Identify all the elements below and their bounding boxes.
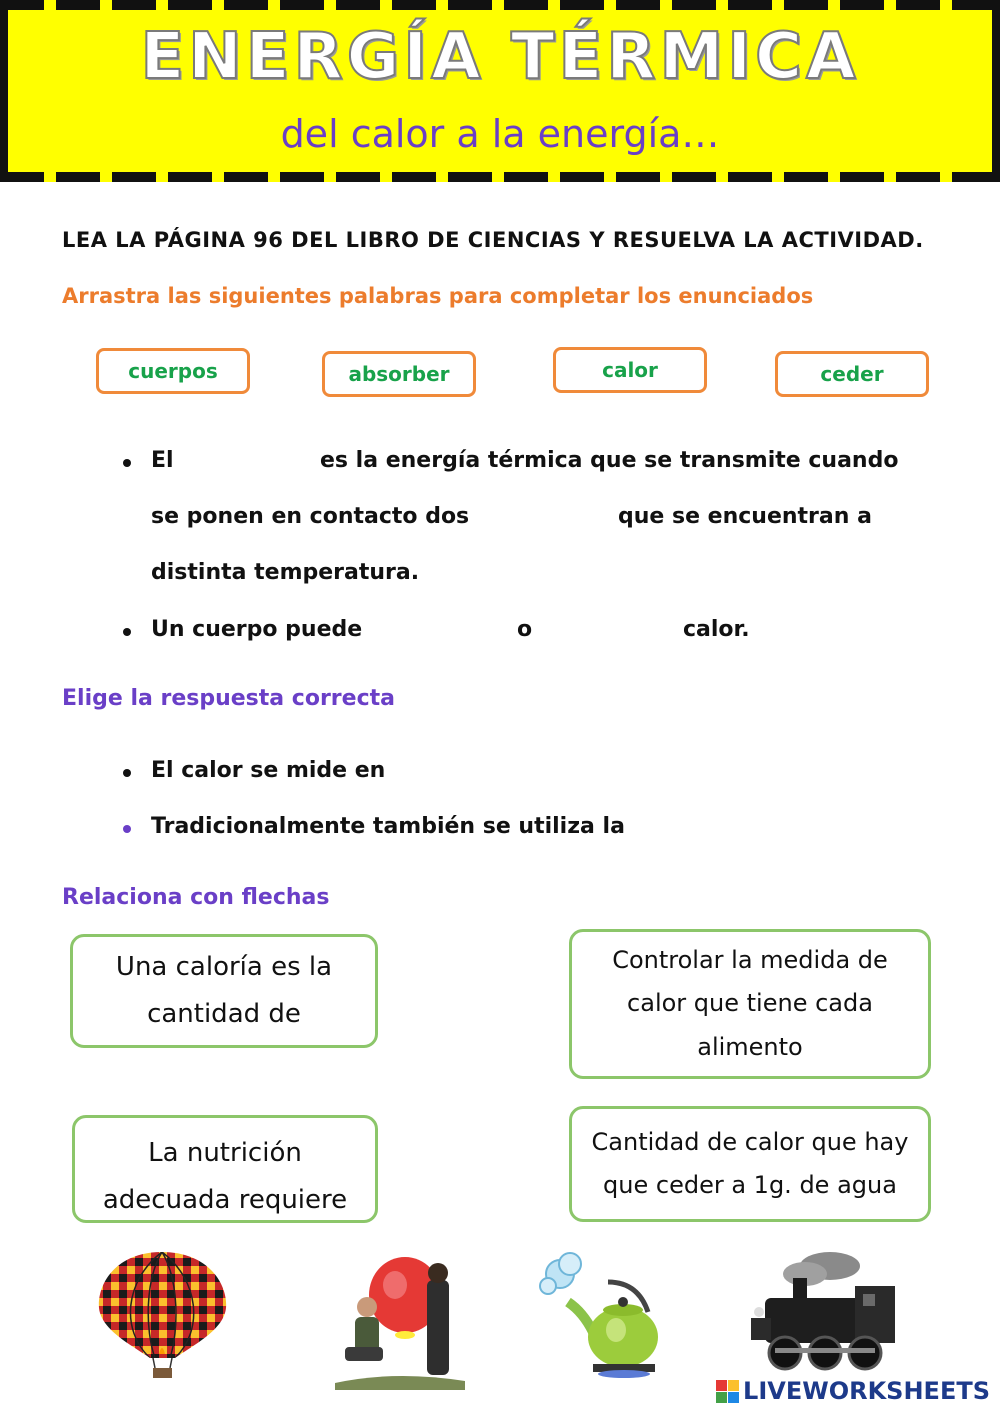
steam-train-image (745, 1248, 915, 1383)
page-title: ENERGÍA TÉRMICA (140, 20, 860, 94)
choose-item-2: Tradicionalmente también se utiliza la (151, 814, 625, 839)
match-right-2[interactable] (569, 1106, 931, 1222)
sky-lantern-image (335, 1255, 465, 1390)
logo-text: LIVEWORKSHEETS (743, 1377, 990, 1405)
choose-answer-2[interactable] (655, 810, 855, 846)
choose-answer-1[interactable] (410, 754, 610, 790)
drop-zone-1[interactable] (182, 444, 312, 480)
instruction-text: LEA LA PÁGINA 96 DEL LIBRO DE CIENCIAS Y RESUELVA LA ACTIVIDAD. (62, 228, 924, 252)
sentence2-part2: o (517, 617, 533, 642)
match-left-2[interactable] (72, 1115, 378, 1223)
sentence2-part3: calor. (683, 617, 750, 642)
sentence1-part2: es la energía térmica que se transmite cuando (320, 448, 899, 473)
hot-air-balloon-image (95, 1250, 230, 1380)
liveworksheets-logo (716, 1377, 990, 1405)
drag-section-heading: Arrastra las siguientes palabras para completar los enunciados (62, 284, 814, 308)
match-right-2-line2: que ceder a 1g. de agua (603, 1171, 897, 1199)
match-right-1-line2: calor que tiene cada (627, 989, 873, 1018)
match-section-heading: Relaciona con flechas (62, 885, 330, 910)
match-right-1[interactable] (569, 929, 931, 1079)
drag-word-calor[interactable]: calor (553, 347, 707, 393)
match-right-1-line1: Controlar la medida de (612, 946, 888, 975)
banner-bottom-border (0, 172, 1000, 182)
match-left-1-line2: cantidad de (147, 999, 301, 1029)
drop-zone-4[interactable] (538, 613, 678, 649)
choose-item-1: El calor se mide en (151, 758, 386, 783)
kettle-image (538, 1252, 668, 1382)
choose-section-heading: Elige la respuesta correcta (62, 686, 395, 711)
liveworksheets-logo-icon (716, 1380, 739, 1403)
sentence2-part1: Un cuerpo puede (151, 617, 363, 642)
sentence1-part4: que se encuentran a (618, 504, 872, 529)
match-left-1[interactable] (70, 934, 378, 1048)
bullet-dot (123, 769, 131, 777)
match-right-1-line3: alimento (697, 1032, 803, 1061)
header-banner (0, 0, 1000, 182)
sentence1-part1: El (151, 448, 174, 473)
sentence1-part3: se ponen en contacto dos (151, 504, 470, 529)
drag-word-cuerpos[interactable]: cuerpos (96, 348, 250, 394)
drop-zone-2[interactable] (486, 500, 612, 536)
bullet-dot (123, 825, 131, 833)
match-left-2-line1: La nutrición (148, 1138, 302, 1168)
match-left-2-line2: adecuada requiere (102, 1184, 348, 1215)
match-left-1-line1: Una caloría es la (115, 952, 333, 983)
match-right-2-line1: Cantidad de calor que hay (591, 1127, 909, 1156)
bullet-dot (123, 628, 131, 636)
drag-word-ceder[interactable]: ceder (775, 351, 929, 397)
sentence1-part5: distinta temperatura. (151, 560, 420, 585)
drop-zone-3[interactable] (372, 613, 512, 649)
bullet-dot (123, 459, 131, 467)
drag-word-absorber[interactable]: absorber (322, 351, 476, 397)
banner-top-border (0, 0, 1000, 10)
page-subtitle: del calor a la energía… (280, 112, 720, 156)
